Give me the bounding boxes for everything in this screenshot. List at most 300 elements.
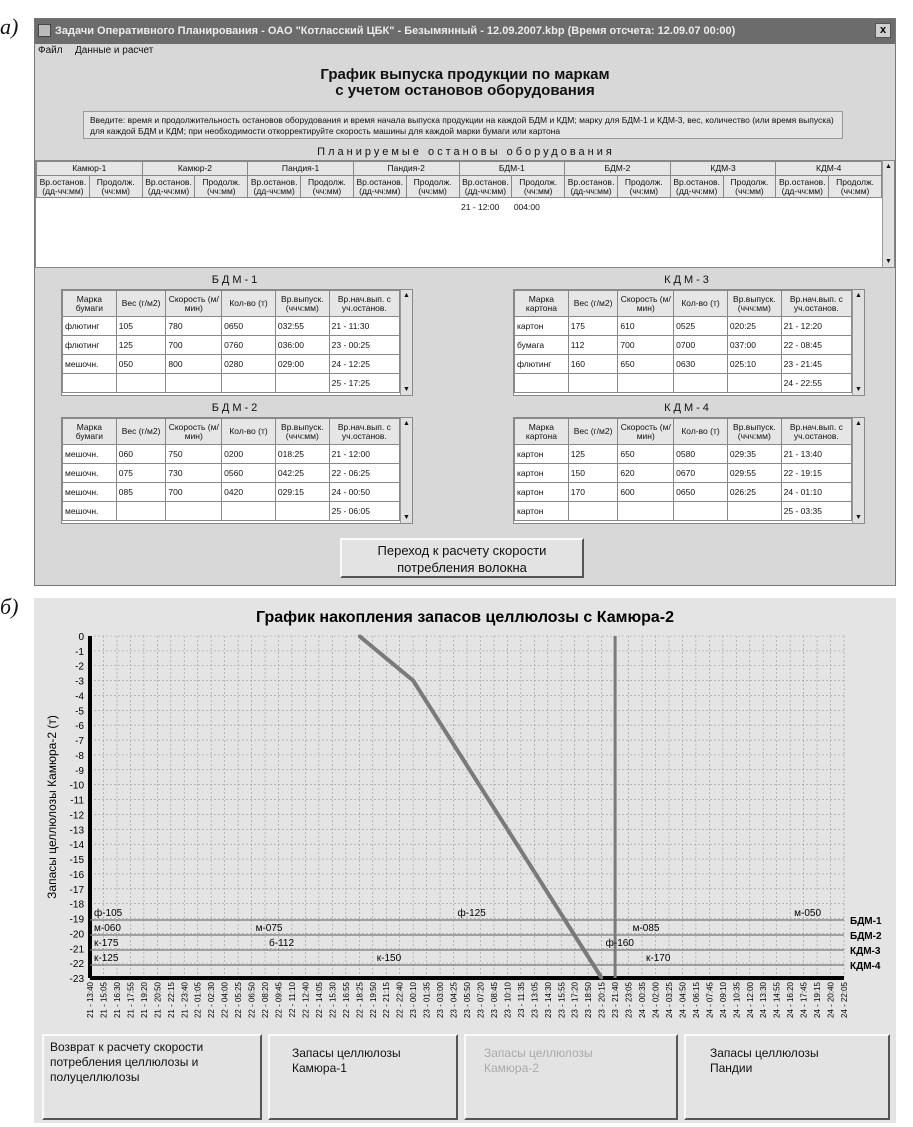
bdm2-col-header: Скорость (м/мин) <box>166 419 222 445</box>
x-tick-label: 22 - 06:50 <box>247 982 257 1019</box>
kamyur2-button-line1: Запасы целлюлозы <box>484 1046 593 1060</box>
bdm2-col-header: Марка бумаги <box>63 419 117 445</box>
bdm2-title: БДМ-2 <box>211 402 261 414</box>
back-button-line2: потребления целлюлозы и <box>50 1055 199 1069</box>
x-tick-label: 22 - 16:55 <box>341 982 351 1019</box>
stop-cell[interactable] <box>670 198 723 216</box>
series-point <box>412 679 415 682</box>
kdm3-cell[interactable] <box>515 374 569 393</box>
kdm3-cell[interactable]: 160 <box>568 355 618 374</box>
scroll-down-icon[interactable]: ▼ <box>403 514 410 521</box>
kdm4-cell[interactable] <box>674 502 728 521</box>
stop-cell[interactable] <box>617 198 670 216</box>
kdm4-cell[interactable]: 029:35 <box>727 445 781 464</box>
transition-button[interactable] <box>340 538 584 578</box>
kdm4-cell[interactable]: 25 - 03:35 <box>781 502 851 521</box>
kdm4-cell[interactable]: 125 <box>568 445 618 464</box>
bdm2-cell[interactable]: 700 <box>166 483 222 502</box>
back-button-line3: полуцеллюлозы <box>50 1070 140 1084</box>
kdm3-col-header: Вр.выпуск. (ччч:мм) <box>727 291 781 317</box>
lane-annotation: ф-160 <box>605 938 634 949</box>
kdm4-col-header: Кол-во (т) <box>674 419 728 445</box>
x-tick-label: 22 - 15:30 <box>328 982 338 1019</box>
x-tick-label: 24 - 00:35 <box>638 982 648 1019</box>
x-tick-label: 22 - 02:30 <box>207 982 217 1019</box>
kdm4-cell[interactable]: 650 <box>618 445 674 464</box>
y-tick-label: 0 <box>78 632 84 643</box>
stop-cell[interactable] <box>776 198 829 216</box>
kdm3-cell[interactable]: 037:00 <box>727 336 781 355</box>
pandia-button-line1: Запасы целлюлозы <box>710 1046 819 1060</box>
kdm3-cell[interactable]: 23 - 21:45 <box>781 355 851 374</box>
bdm2-col-header: Вр.нач.вып. с уч.останов. <box>329 419 399 445</box>
kdm3-title: КДМ-3 <box>664 274 712 286</box>
kdm4-cell[interactable]: 170 <box>568 483 618 502</box>
bdm2-cell[interactable]: 21 - 12:00 <box>329 445 399 464</box>
y-tick-label: -11 <box>70 795 84 807</box>
x-tick-label: 23 - 14:30 <box>543 982 553 1019</box>
kdm4-cell[interactable] <box>568 502 618 521</box>
transition-button-line2: потребления волокна <box>397 560 527 575</box>
table-row <box>515 336 852 355</box>
bdm1-col-header: Марка бумаги <box>63 291 117 317</box>
stops-scrollbar[interactable] <box>882 161 894 267</box>
x-tick-label: 21 - 16:30 <box>112 982 122 1019</box>
x-tick-label: 22 - 05:25 <box>234 982 244 1019</box>
bdm1-cell[interactable]: 125 <box>116 336 166 355</box>
bdm2-cell[interactable] <box>222 502 276 521</box>
x-tick-label: 22 - 12:40 <box>301 982 311 1019</box>
kdm3-col-header: Марка картона <box>515 291 569 317</box>
kdm4-cell[interactable]: 600 <box>618 483 674 502</box>
kdm4-cell[interactable]: 620 <box>618 464 674 483</box>
bdm1-cell[interactable] <box>222 374 276 393</box>
scroll-down-icon[interactable]: ▼ <box>403 386 410 393</box>
lane-annotation: м-075 <box>255 923 283 934</box>
stop-cell[interactable]: 004:00 <box>513 201 540 212</box>
kdm3-scrollbar[interactable] <box>852 290 864 395</box>
stop-cell[interactable] <box>142 198 195 216</box>
chart-title: График накопления запасов целлюлозы с Камюра-2 <box>255 609 675 626</box>
kdm4-cell[interactable]: 026:25 <box>727 483 781 502</box>
kdm4-cell[interactable]: 0670 <box>674 464 728 483</box>
bdm1-cell[interactable]: флютинг <box>63 317 117 336</box>
x-tick-label: 22 - 22:40 <box>395 982 405 1019</box>
y-tick-label: -4 <box>75 691 84 703</box>
bdm2-scrollbar[interactable] <box>400 418 412 523</box>
x-tick-label: 24 - 07:45 <box>705 982 715 1019</box>
stops-machine-header: Камюр-2 <box>142 162 248 176</box>
stop-cell[interactable] <box>353 198 406 216</box>
bdm1-cell[interactable]: 032:55 <box>275 317 329 336</box>
bdm1-cell[interactable]: мешочн. <box>63 355 117 374</box>
lane-annotation: к-175 <box>94 938 119 949</box>
bdm1-cell[interactable]: 780 <box>166 317 222 336</box>
bdm1-col-header: Вр.выпуск. (ччч:мм) <box>275 291 329 317</box>
kdm3-cell[interactable]: 025:10 <box>727 355 781 374</box>
x-tick-label: 21 - 17:55 <box>126 982 136 1019</box>
bdm2-cell[interactable]: 750 <box>166 445 222 464</box>
bdm1-cell[interactable] <box>275 374 329 393</box>
x-tick-label: 21 - 19:20 <box>139 982 149 1019</box>
lane-name: БДМ-2 <box>850 931 882 942</box>
kdm3-cell[interactable]: 0700 <box>674 336 728 355</box>
x-tick-label: 21 - 13:40 <box>86 982 95 1019</box>
bdm1-cell[interactable]: 050 <box>116 355 166 374</box>
kdm4-col-header: Вр.выпуск. (ччч:мм) <box>727 419 781 445</box>
x-tick-label: 24 - 03:25 <box>664 982 674 1019</box>
table-row <box>515 317 852 336</box>
kdm3-cell[interactable]: флютинг <box>515 355 569 374</box>
lane-annotation: м-060 <box>94 923 121 934</box>
bdm2-cell[interactable]: 24 - 00:50 <box>329 483 399 502</box>
kdm3-cell[interactable] <box>727 374 781 393</box>
stop-duration-header: Продолж. (чч:мм) <box>723 176 776 198</box>
bdm1-col-header: Скорость (м/мин) <box>166 291 222 317</box>
transition-button-line1: Переход к расчету скорости <box>377 543 547 558</box>
y-tick-label: -18 <box>69 899 84 911</box>
stop-duration-header: Продолж. (чч:мм) <box>406 176 459 198</box>
stops-machine-header: БДМ-2 <box>565 162 671 176</box>
stop-cell[interactable]: 21 - 12:00 <box>461 201 500 212</box>
x-tick-label: 24 - 22:05 <box>840 982 849 1019</box>
x-tick-label: 24 - 20:40 <box>826 982 836 1019</box>
bdm2-cell[interactable]: 730 <box>166 464 222 483</box>
x-tick-label: 24 - 12:00 <box>745 982 755 1019</box>
bdm2-cell[interactable]: 085 <box>116 483 166 502</box>
table-row <box>63 445 400 464</box>
bdm2-cell[interactable]: 060 <box>116 445 166 464</box>
kdm4-cell[interactable]: картон <box>515 445 569 464</box>
stop-cell[interactable] <box>565 198 618 216</box>
x-tick-label: 23 - 03:00 <box>436 982 446 1019</box>
bdm1-scrollbar[interactable] <box>400 290 412 395</box>
planning-window <box>34 18 896 586</box>
kdm4-cell[interactable]: 0650 <box>674 483 728 502</box>
bdm1-cell[interactable]: 25 - 17:25 <box>329 374 399 393</box>
bdm2-cell[interactable]: 0420 <box>222 483 276 502</box>
stop-cell[interactable] <box>248 198 301 216</box>
menu-bar <box>35 44 895 58</box>
y-tick-label: -20 <box>69 929 84 941</box>
kdm4-cell[interactable]: 22 - 19:15 <box>781 464 851 483</box>
y-tick-label: -9 <box>75 765 84 777</box>
stop-time-header: Вр.останов. (дд-чч:мм) <box>565 176 618 198</box>
stops-table <box>36 161 882 216</box>
kdm3-cell[interactable]: 650 <box>618 355 674 374</box>
x-tick-label: 24 - 13:30 <box>759 982 769 1019</box>
x-tick-label: 22 - 14:05 <box>314 982 324 1019</box>
kdm4-cell[interactable]: 150 <box>568 464 618 483</box>
bdm1-cell[interactable]: 029:00 <box>275 355 329 374</box>
kdm4-col-header: Вр.нач.вып. с уч.останов. <box>781 419 851 445</box>
stop-cell[interactable] <box>195 198 248 216</box>
scroll-up-icon[interactable]: ▲ <box>403 420 410 427</box>
bdm1-cell[interactable] <box>63 374 117 393</box>
x-tick-label: 23 - 20:15 <box>597 982 607 1019</box>
x-tick-label: 22 - 04:00 <box>220 982 230 1019</box>
stop-cell[interactable] <box>89 198 142 216</box>
page-title: График выпуска продукции по маркам <box>320 66 610 83</box>
kdm3-cell[interactable]: бумага <box>515 336 569 355</box>
x-tick-label: 21 - 20:50 <box>153 982 163 1019</box>
lane-name: КДМ-4 <box>850 961 881 972</box>
page-subtitle: с учетом остановов оборудования <box>335 82 595 99</box>
stop-duration-header: Продолж. (чч:мм) <box>301 176 354 198</box>
kdm4-cell[interactable]: картон <box>515 464 569 483</box>
x-tick-label: 22 - 21:15 <box>382 982 392 1019</box>
kdm3-cell[interactable] <box>618 374 674 393</box>
stops-machine-header: КДМ-4 <box>776 162 882 176</box>
kdm3-cell[interactable]: 22 - 08:45 <box>781 336 851 355</box>
x-tick-label: 24 - 16:20 <box>786 982 796 1019</box>
y-tick-label: -21 <box>69 944 84 956</box>
kdm4-cell[interactable]: 029:55 <box>727 464 781 483</box>
y-tick-label: -22 <box>69 959 84 971</box>
y-tick-label: -7 <box>75 736 84 748</box>
x-tick-label: 24 - 09:10 <box>718 982 728 1019</box>
bdm2-cell[interactable]: 25 - 06:05 <box>329 502 399 521</box>
kdm3-col-header: Кол-во (т) <box>674 291 728 317</box>
y-tick-label: -8 <box>75 750 84 762</box>
x-tick-label: 21 - 15:05 <box>99 982 109 1019</box>
table-row <box>515 502 852 521</box>
stop-cell[interactable] <box>406 198 459 216</box>
kdm3-cell[interactable]: 0630 <box>674 355 728 374</box>
y-tick-label: -16 <box>69 869 84 881</box>
lane-annotation: м-085 <box>632 923 660 934</box>
x-tick-label: 24 - 19:15 <box>813 982 823 1019</box>
stop-cell[interactable] <box>37 198 90 216</box>
bdm1-cell[interactable]: 23 - 00:25 <box>329 336 399 355</box>
lane-name: БДМ-1 <box>850 916 882 927</box>
menu-file[interactable]: Файл <box>38 45 63 56</box>
kdm3-cell[interactable]: 020:25 <box>727 317 781 336</box>
lane-name: КДМ-3 <box>850 946 881 957</box>
table-row <box>63 502 400 521</box>
table-row <box>515 445 852 464</box>
stop-time-header: Вр.останов. (дд-чч:мм) <box>142 176 195 198</box>
stops-machine-header: Камюр-1 <box>37 162 143 176</box>
x-tick-label: 23 - 15:55 <box>557 982 567 1019</box>
y-tick-label: -3 <box>75 676 84 688</box>
bdm2-cell[interactable]: 042:25 <box>275 464 329 483</box>
bdm2-cell[interactable]: 0560 <box>222 464 276 483</box>
x-tick-label: 24 - 14:55 <box>772 982 782 1019</box>
x-tick-label: 23 - 13:05 <box>530 982 540 1019</box>
scroll-down-icon[interactable]: ▼ <box>855 386 862 393</box>
kdm4-cell[interactable]: 21 - 13:40 <box>781 445 851 464</box>
y-axis-label: Запасы целлюлозы Камюра-2 (т) <box>45 715 59 899</box>
table-row <box>63 374 400 393</box>
bdm1-cell[interactable]: 24 - 12:25 <box>329 355 399 374</box>
stops-machine-header: Пандия-2 <box>353 162 459 176</box>
bdm2-cell[interactable] <box>116 502 166 521</box>
kdm3-cell[interactable]: 21 - 12:20 <box>781 317 851 336</box>
kamyur2-button-line2: Камюра-2 <box>484 1061 539 1075</box>
bdm2-col-header: Кол-во (т) <box>222 419 276 445</box>
kdm3-cell[interactable] <box>674 374 728 393</box>
bdm2-cell[interactable]: 22 - 06:25 <box>329 464 399 483</box>
scroll-up-icon[interactable]: ▲ <box>885 163 892 170</box>
x-tick-label: 22 - 09:45 <box>274 982 284 1019</box>
bdm2-cell[interactable]: мешочн. <box>63 445 117 464</box>
kdm3-col-header: Скорость (м/мин) <box>618 291 674 317</box>
bdm2-cell[interactable] <box>275 502 329 521</box>
x-tick-label: 24 - 17:45 <box>799 982 809 1019</box>
x-tick-label: 21 - 23:40 <box>180 982 190 1019</box>
table-row <box>515 483 852 502</box>
bdm1-cell[interactable]: 21 - 11:30 <box>329 317 399 336</box>
table-row <box>515 464 852 483</box>
y-tick-label: -6 <box>75 721 84 733</box>
window-title: Задачи Оперативного Планирования - ОАО "Котласский ЦБК" - Безымянный - 12.09.2007.kbp (Время отсчета: 12.09.07 00:00) <box>55 25 736 37</box>
stops-machine-header: БДМ-1 <box>459 162 565 176</box>
x-tick-label: 23 - 10:10 <box>503 982 513 1019</box>
table-row <box>63 464 400 483</box>
x-tick-label: 23 - 05:50 <box>463 982 472 1019</box>
stocks-pandia-button[interactable] <box>684 1034 890 1120</box>
y-tick-label: -1 <box>75 646 84 658</box>
bdm2-cell[interactable]: 0200 <box>222 445 276 464</box>
stop-time-header: Вр.останов. (дд-чч:мм) <box>37 176 90 198</box>
table-row <box>515 355 852 374</box>
stops-machine-header: Пандия-1 <box>248 162 354 176</box>
lane-annotation: б-112 <box>269 938 295 949</box>
bdm2-cell[interactable]: 029:15 <box>275 483 329 502</box>
kdm3-cell[interactable]: 112 <box>568 336 618 355</box>
bdm2-cell[interactable] <box>166 502 222 521</box>
stop-time-header: Вр.останов. (дд-чч:мм) <box>459 176 512 198</box>
x-tick-label: 22 - 18:25 <box>355 982 365 1019</box>
bdm1-cell[interactable]: 0760 <box>222 336 276 355</box>
table-row <box>63 317 400 336</box>
scroll-up-icon[interactable]: ▲ <box>855 292 862 299</box>
bdm1-cell[interactable]: 105 <box>116 317 166 336</box>
x-tick-label: 22 - 11:10 <box>287 982 297 1018</box>
scroll-down-icon[interactable]: ▼ <box>885 258 892 265</box>
bdm2-cell[interactable]: 018:25 <box>275 445 329 464</box>
back-to-rate-button[interactable] <box>42 1034 262 1120</box>
y-tick-label: -19 <box>69 914 84 926</box>
x-tick-label: 23 - 07:20 <box>476 982 486 1019</box>
kdm4-cell[interactable]: 24 - 01:10 <box>781 483 851 502</box>
series-point <box>600 977 603 980</box>
kdm4-cell[interactable] <box>618 502 674 521</box>
bdm1-cell[interactable] <box>166 374 222 393</box>
x-tick-label: 24 - 10:35 <box>732 982 742 1019</box>
stop-cell[interactable] <box>829 198 882 216</box>
pandia-button-line2: Пандии <box>710 1061 753 1075</box>
bdm2-cell[interactable]: 075 <box>116 464 166 483</box>
table-row <box>63 483 400 502</box>
kdm3-cell[interactable] <box>568 374 618 393</box>
x-tick-label: 23 - 04:25 <box>449 982 459 1019</box>
kdm4-cell[interactable]: картон <box>515 483 569 502</box>
y-tick-label: -10 <box>69 780 84 792</box>
kdm3-cell[interactable]: 0525 <box>674 317 728 336</box>
kdm3-cell[interactable]: 175 <box>568 317 618 336</box>
stocks-kamyur2-button[interactable] <box>464 1034 678 1120</box>
x-tick-label: 22 - 01:05 <box>193 982 203 1019</box>
scroll-up-icon[interactable]: ▲ <box>403 292 410 299</box>
kdm3-cell[interactable]: 700 <box>618 336 674 355</box>
stop-time-header: Вр.останов. (дд-чч:мм) <box>248 176 301 198</box>
x-tick-label: 23 - 17:20 <box>570 982 580 1019</box>
menu-data-and-calc[interactable]: Данные и расчет <box>75 45 154 56</box>
stop-time-header: Вр.останов. (дд-чч:мм) <box>670 176 723 198</box>
kdm3-col-header: Вр.нач.вып. с уч.останов. <box>781 291 851 317</box>
chart-panel <box>34 598 896 1123</box>
bdm1-cell[interactable] <box>116 374 166 393</box>
bdm2-cell[interactable]: мешочн. <box>63 483 117 502</box>
lane-annotation: м-050 <box>794 908 822 919</box>
kdm4-scrollbar[interactable] <box>852 418 864 523</box>
stocks-kamyur1-button[interactable] <box>268 1034 458 1120</box>
lane-annotation: ф-125 <box>457 908 486 919</box>
kdm3-cell[interactable]: картон <box>515 317 569 336</box>
bdm1-cell[interactable]: 0650 <box>222 317 276 336</box>
x-tick-label: 23 - 08:45 <box>489 982 499 1019</box>
stop-cell[interactable] <box>723 198 776 216</box>
bdm1-cell[interactable]: 0280 <box>222 355 276 374</box>
kdm4-cell[interactable]: картон <box>515 502 569 521</box>
kdm3-cell[interactable]: 24 - 22:55 <box>781 374 851 393</box>
close-button[interactable]: x <box>875 23 891 38</box>
scroll-down-icon[interactable]: ▼ <box>855 514 862 521</box>
back-button-line1: Возврат к расчету скорости <box>50 1040 204 1054</box>
lane-annotation: ф-105 <box>94 908 123 919</box>
x-tick-label: 24 - 02:00 <box>651 982 661 1019</box>
stop-time-header: Вр.останов. (дд-чч:мм) <box>353 176 406 198</box>
kamyur1-button-line2: Камюра-1 <box>292 1061 347 1075</box>
bdm1-cell[interactable]: флютинг <box>63 336 117 355</box>
stock-chart <box>34 598 896 1068</box>
x-tick-label: 22 - 19:50 <box>368 982 378 1019</box>
bdm1-col-header: Вес (г/м2) <box>116 291 166 317</box>
x-tick-label: 23 - 23:05 <box>624 982 634 1019</box>
lane-annotation: к-150 <box>376 953 402 964</box>
scroll-up-icon[interactable]: ▲ <box>855 420 862 427</box>
kdm4-cell[interactable] <box>727 502 781 521</box>
kdm4-cell[interactable]: 0580 <box>674 445 728 464</box>
stop-cell[interactable] <box>301 198 354 216</box>
kdm4-col-header: Вес (г/м2) <box>568 419 618 445</box>
figure-label-b: б) <box>0 594 19 619</box>
lane-annotation: к-170 <box>646 953 671 964</box>
x-tick-label: 23 - 21:40 <box>611 982 621 1019</box>
bdm2-col-header: Вес (г/м2) <box>116 419 166 445</box>
stop-time-header: Вр.останов. (дд-чч:мм) <box>776 176 829 198</box>
kdm3-col-header: Вес (г/м2) <box>568 291 618 317</box>
y-tick-label: -5 <box>75 706 84 718</box>
series-line <box>359 636 601 978</box>
kdm3-cell[interactable]: 610 <box>618 317 674 336</box>
bdm1-cell[interactable]: 036:00 <box>275 336 329 355</box>
bdm1-cell[interactable]: 800 <box>166 355 222 374</box>
kdm4-col-header: Марка картона <box>515 419 569 445</box>
y-tick-label: -2 <box>75 661 84 673</box>
stop-duration-header: Продолж. (чч:мм) <box>617 176 670 198</box>
y-tick-label: -23 <box>69 974 84 985</box>
bdm1-cell[interactable]: 700 <box>166 336 222 355</box>
x-tick-label: 23 - 00:10 <box>409 982 419 1019</box>
kdm4-title: КДМ-4 <box>664 402 712 414</box>
x-tick-label: 24 - 04:50 <box>678 982 688 1019</box>
title-bar <box>35 19 895 44</box>
bdm2-cell[interactable]: мешочн. <box>63 464 117 483</box>
bdm2-cell[interactable]: мешочн. <box>63 502 117 521</box>
